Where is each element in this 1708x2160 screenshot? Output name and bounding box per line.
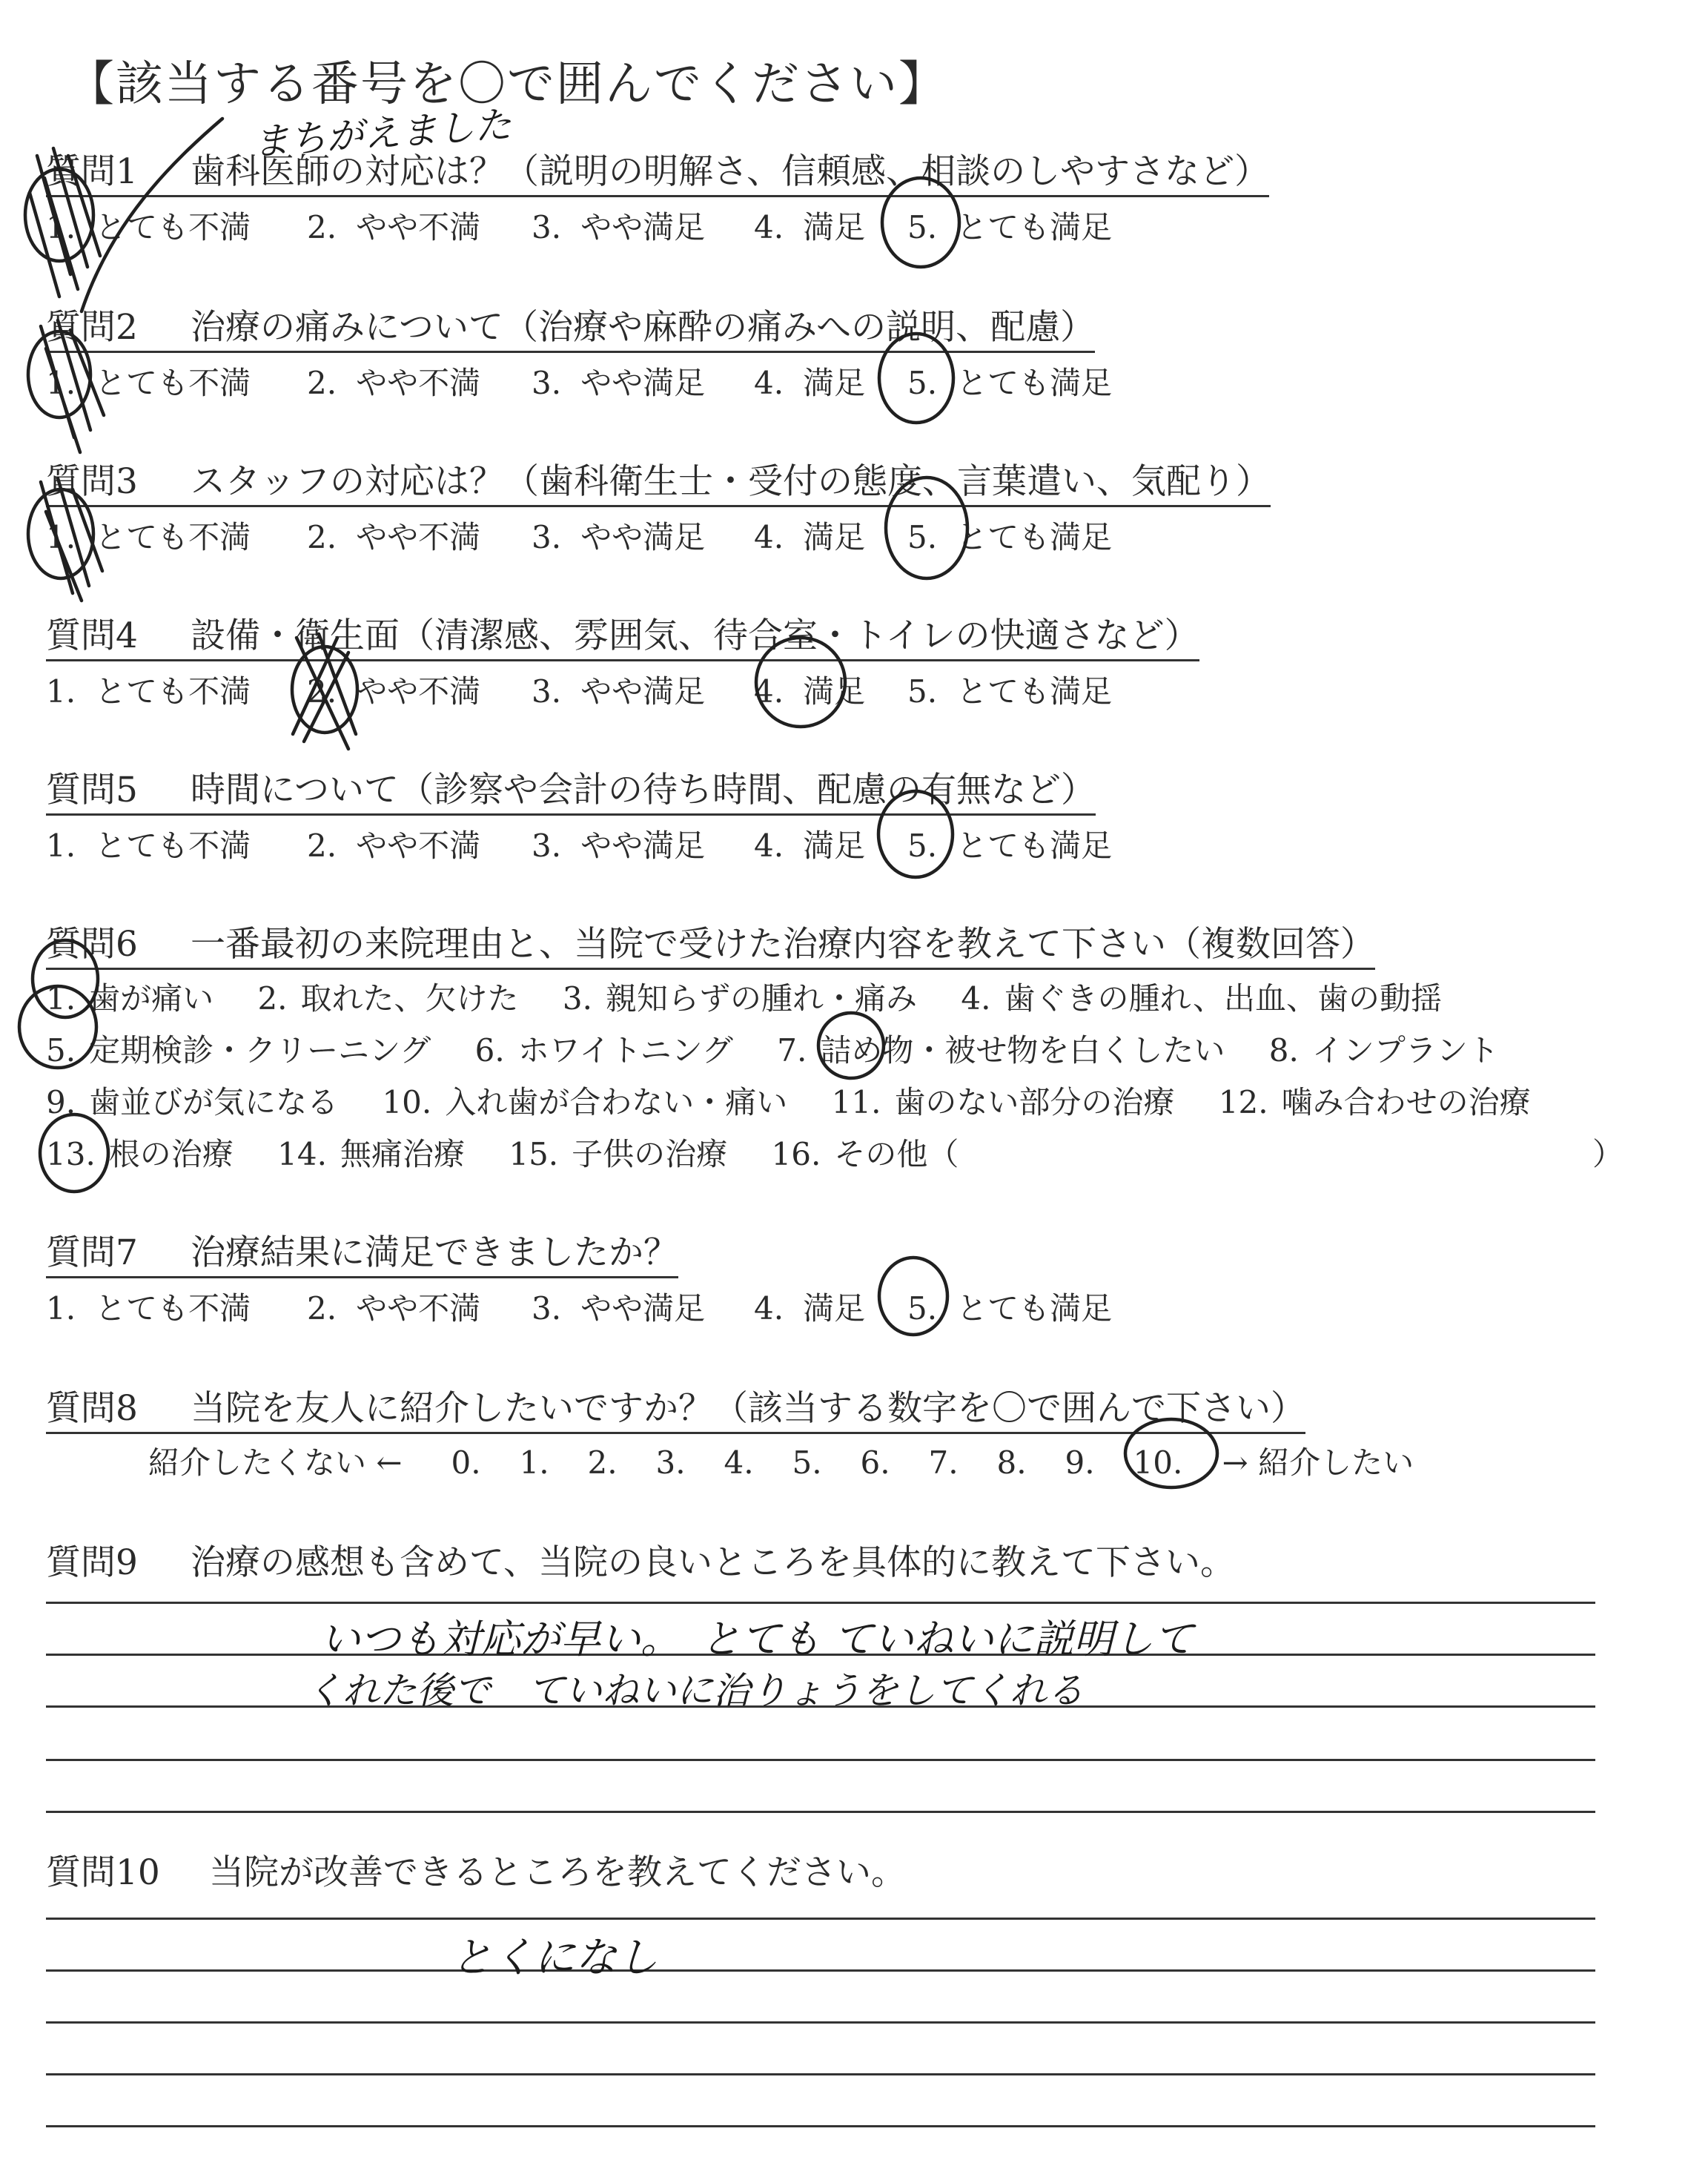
q4-option-4[interactable]: 4. 満足 xyxy=(754,673,866,710)
q4-option-2[interactable]: 2. やや不満 xyxy=(307,673,481,710)
q2-option-3[interactable]: 3. やや満足 xyxy=(532,365,706,401)
q6-row-2 xyxy=(46,1032,1533,1069)
q1-text: 歯科医師の対応は？（説明の明解さ、信頼感、相談のしやすさなど） xyxy=(191,151,1270,192)
q4-option-5[interactable]: 5. とても満足 xyxy=(907,673,1113,710)
q1-option-4[interactable]: 4. 満足 xyxy=(754,209,866,245)
q5-number: 質問5 xyxy=(46,770,138,810)
q3-header xyxy=(46,461,1271,507)
q10-handwritten-answer: とくになし xyxy=(451,1934,658,1982)
q6-option-12[interactable]: 12. 噛み合わせの治療 xyxy=(1218,1084,1531,1120)
q8-text: 当院を友人に紹介したいですか？（該当する数字を〇で囲んで下さい） xyxy=(191,1388,1305,1429)
q7-number: 質問7 xyxy=(46,1232,138,1273)
q4-text: 設備・衛生面（清潔感、雰囲気、待合室・トイレの快適さなど） xyxy=(191,615,1199,656)
q1-option-5[interactable]: 5. とても満足 xyxy=(907,209,1113,245)
q7-option-5[interactable]: 5. とても満足 xyxy=(907,1290,1113,1327)
q4-option-3[interactable]: 3. やや満足 xyxy=(532,673,706,710)
q5-option-4[interactable]: 4. 満足 xyxy=(754,828,866,864)
q8-option-1[interactable]: 1. xyxy=(519,1444,549,1481)
q1-number: 質問1 xyxy=(46,151,138,192)
q6-option-13[interactable]: 13. 根の治療 xyxy=(46,1136,234,1172)
q5-option-2[interactable]: 2. やや不満 xyxy=(307,828,481,864)
q6-option-6[interactable]: 6. ホワイトニング xyxy=(474,1032,733,1069)
q2-header xyxy=(46,307,1096,353)
q3-option-2[interactable]: 2. やや不満 xyxy=(307,519,481,555)
q6-number: 質問6 xyxy=(46,924,138,965)
q8-scale xyxy=(148,1444,1414,1481)
q9-handwritten-line-2: くれた後で ていねいに治りょうをしてくれる xyxy=(305,1669,1084,1712)
q7-option-4[interactable]: 4. 満足 xyxy=(754,1290,866,1327)
q6-option-14[interactable]: 14. 無痛治療 xyxy=(277,1136,465,1172)
q3-option-3[interactable]: 3. やや満足 xyxy=(532,519,706,555)
q5-option-3[interactable]: 3. やや満足 xyxy=(532,828,706,864)
q6-option-15[interactable]: 15. 子供の治療 xyxy=(509,1136,728,1172)
q9-number: 質問9 xyxy=(46,1542,138,1583)
q8-option-4[interactable]: 4. xyxy=(724,1444,754,1481)
q10-answer-line-4[interactable] xyxy=(46,2073,1595,2075)
q10-answer-line-2[interactable] xyxy=(46,1969,1595,1972)
q6-option-7[interactable]: 7. 詰め物・被せ物を白くしたい xyxy=(777,1032,1225,1069)
q6-row-4 xyxy=(46,1136,993,1172)
q6-option-5[interactable]: 5. 定期検診・クリーニング xyxy=(46,1032,431,1069)
margin-note-handwritten: まちがえました xyxy=(251,102,513,165)
q2-option-4[interactable]: 4. 満足 xyxy=(754,365,866,401)
q7-option-3[interactable]: 3. やや満足 xyxy=(532,1290,706,1327)
q1-header xyxy=(46,151,1270,197)
q10-text: 当院が改善できるところを教えてください。 xyxy=(209,1852,906,1893)
q3-option-4[interactable]: 4. 満足 xyxy=(754,519,866,555)
q6-option-11[interactable]: 11. 歯のない部分の治療 xyxy=(831,1084,1175,1120)
q3-text: スタッフの対応は？（歯科衛生士・受付の態度、言葉遣い、気配り） xyxy=(191,461,1271,502)
q9-answer-line-5[interactable] xyxy=(46,1811,1595,1813)
q6-option-16[interactable]: 16. その他（ xyxy=(771,1136,959,1172)
q8-option-10[interactable]: 10. xyxy=(1133,1444,1183,1481)
q5-option-5[interactable]: 5. とても満足 xyxy=(907,828,1113,864)
q6-other-close: ） xyxy=(1592,1136,1624,1172)
q6-header xyxy=(46,924,1375,970)
q10-header xyxy=(46,1852,906,1896)
q9-handwritten-line-1: いつも対応が早い。 とても ていねいに説明して xyxy=(320,1616,1194,1662)
q6-option-1[interactable]: 1. 歯が痛い xyxy=(46,980,214,1017)
q9-text: 治療の感想も含めて、当院の良いところを具体的に教えて下さい。 xyxy=(191,1542,1236,1583)
q10-answer-line-1[interactable] xyxy=(46,1918,1595,1920)
q1-option-2[interactable]: 2. やや不満 xyxy=(307,209,481,245)
q7-option-1[interactable]: 1. とても不満 xyxy=(46,1290,251,1327)
q8-option-5[interactable]: 5. xyxy=(792,1444,822,1481)
q4-option-1[interactable]: 1. とても不満 xyxy=(46,673,251,710)
q4-number: 質問4 xyxy=(46,615,138,656)
q6-option-4[interactable]: 4. 歯ぐきの腫れ、出血、歯の動揺 xyxy=(961,980,1442,1017)
q2-option-5[interactable]: 5. とても満足 xyxy=(907,365,1113,401)
q2-text: 治療の痛みについて（治療や麻酔の痛みへの説明、配慮） xyxy=(191,307,1096,348)
q8-option-0[interactable]: 0. xyxy=(451,1444,481,1481)
q8-option-2[interactable]: 2. xyxy=(587,1444,618,1481)
q1-option-1[interactable]: 1. とても不満 xyxy=(46,209,251,245)
q8-header xyxy=(46,1388,1305,1434)
q1-option-3[interactable]: 3. やや満足 xyxy=(532,209,706,245)
q6-option-2[interactable]: 2. 取れた、欠けた xyxy=(257,980,519,1017)
q6-row-3 xyxy=(46,1084,1565,1120)
q5-option-1[interactable]: 1. とても不満 xyxy=(46,828,251,864)
q7-header xyxy=(46,1232,678,1278)
q8-option-7[interactable]: 7. xyxy=(928,1444,959,1481)
q7-text: 治療結果に満足できましたか？ xyxy=(191,1232,678,1273)
q2-option-1[interactable]: 1. とても不満 xyxy=(46,365,251,401)
q5-header xyxy=(46,770,1096,816)
q10-number: 質問10 xyxy=(46,1852,160,1893)
q8-option-9[interactable]: 9. xyxy=(1065,1444,1095,1481)
q3-option-5[interactable]: 5. とても満足 xyxy=(907,519,1113,555)
q4-header xyxy=(46,615,1199,661)
q8-left-label: 紹介したくない ← xyxy=(148,1444,403,1481)
q6-option-3[interactable]: 3. 親知らずの腫れ・痛み xyxy=(562,980,917,1017)
q6-option-9[interactable]: 9. 歯並びが気になる xyxy=(46,1084,339,1120)
q2-number: 質問2 xyxy=(46,307,138,348)
q6-option-10[interactable]: 10. 入れ歯が合わない・痛い xyxy=(382,1084,788,1120)
q10-answer-line-5[interactable] xyxy=(46,2125,1595,2127)
q9-header xyxy=(46,1542,1236,1586)
q2-option-2[interactable]: 2. やや不満 xyxy=(307,365,481,401)
q9-answer-line-1[interactable] xyxy=(46,1602,1595,1604)
q6-option-8[interactable]: 8. インプラント xyxy=(1268,1032,1499,1069)
q6-row-1 xyxy=(46,980,1476,1017)
q10-answer-line-3[interactable] xyxy=(46,2021,1595,2024)
q8-option-8[interactable]: 8. xyxy=(996,1444,1027,1481)
page-title: 【該当する番号を〇で囲んでください】 xyxy=(67,57,947,112)
q8-right-label: → 紹介したい xyxy=(1222,1444,1414,1481)
q9-answer-line-4[interactable] xyxy=(46,1759,1595,1761)
q7-option-2[interactable]: 2. やや不満 xyxy=(307,1290,481,1327)
q8-option-3[interactable]: 3. xyxy=(655,1444,686,1481)
q8-option-6[interactable]: 6. xyxy=(860,1444,890,1481)
q3-option-1[interactable]: 1. とても不満 xyxy=(46,519,251,555)
q6-text: 一番最初の来院理由と、当院で受けた治療内容を教えて下さい（複数回答） xyxy=(191,924,1375,965)
q5-text: 時間について（診察や会計の待ち時間、配慮の有無など） xyxy=(191,770,1096,810)
q8-number: 質問8 xyxy=(46,1388,138,1429)
q3-number: 質問3 xyxy=(46,461,138,502)
